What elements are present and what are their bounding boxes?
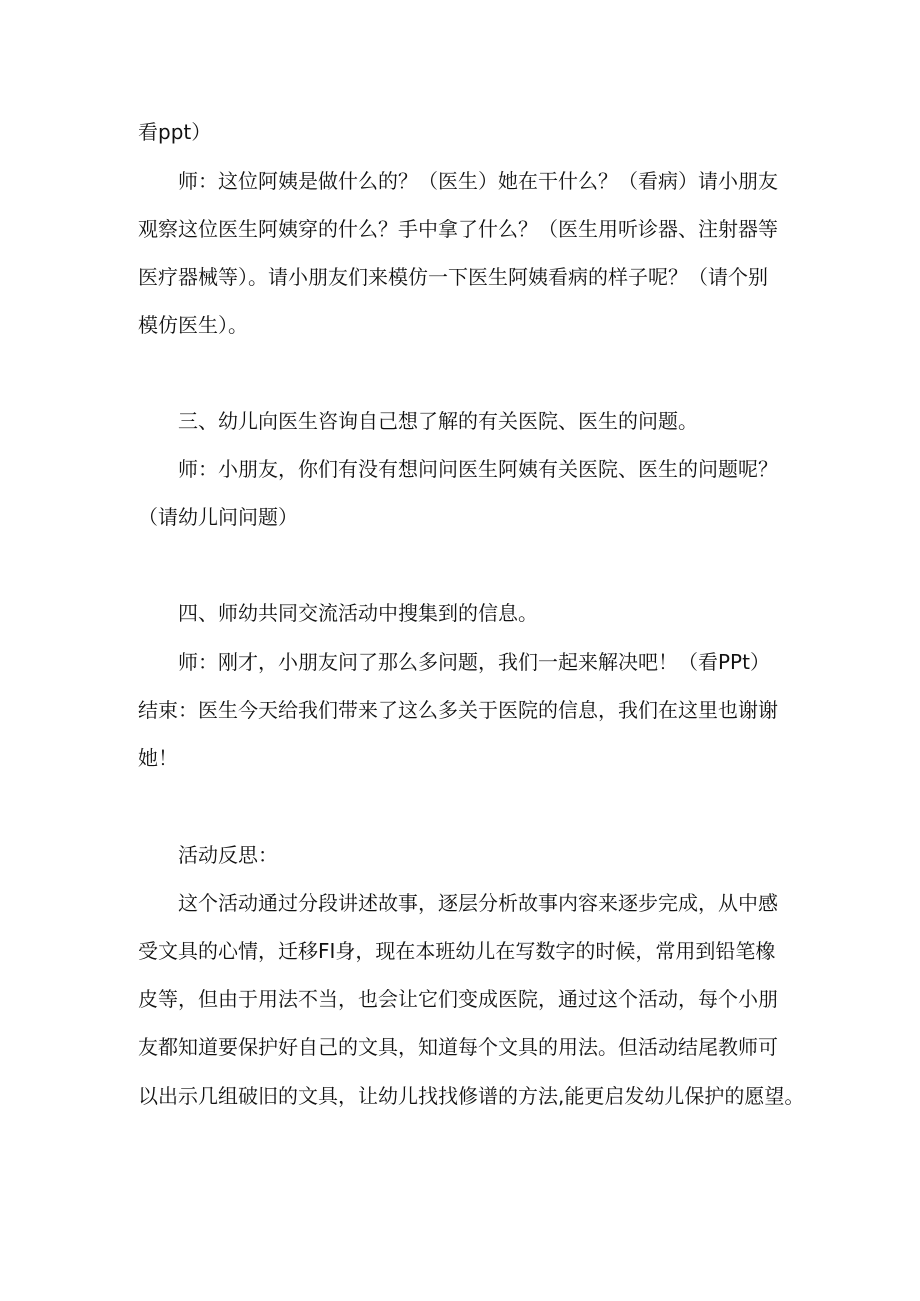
text-line: 师：这位阿姨是做什么的？（医生）她在干什么？（看病）请小朋友 (178, 169, 778, 193)
text-line: 以出示几组破旧的文具，让幼儿找找修谱的方法,能更启发幼儿保护的愿望。 (138, 1084, 805, 1108)
text-line: 友都知道要保护好自己的文具，知道每个文具的用法。但活动结尾教师可 (138, 1035, 778, 1059)
text-line: 这个活动通过分段讲述故事，逐层分析故事内容来逐步完成，从中感 (178, 891, 778, 915)
text-line: 医疗器械等）。请小朋友们来模仿一下医生阿姨看病的样子呢？（请个别 (138, 265, 768, 289)
text-line: 看ppt） (138, 120, 212, 144)
text-line: 受文具的心情，迁移FI身，现在本班幼儿在写数字的时候，常用到铅笔橡 (138, 939, 776, 963)
text-line: （请幼儿问问题） (138, 505, 298, 529)
text-line: 模仿医生）。 (138, 313, 248, 337)
text-line: 结束：医生今天给我们带来了这么多关于医院的信息，我们在这里也谢谢 (138, 698, 778, 722)
text-line: 她！ (138, 746, 178, 770)
section-heading: 四、师幼共同交流活动中搜集到的信息。 (178, 601, 538, 625)
text-line: 师：刚才，小朋友问了那么多问题，我们一起来解决吧！（看PPt） (178, 650, 770, 674)
section-heading: 活动反思： (178, 843, 278, 867)
section-heading: 三、幼儿向医生咨询自己想了解的有关医院、医生的问题。 (178, 409, 698, 433)
text-line: 皮等，但由于用法不当，也会让它们变成医院，通过这个活动，每个小朋 (138, 987, 778, 1011)
text-line: 师：小朋友，你们有没有想问问医生阿姨有关医院、医生的问题呢？ (178, 457, 778, 481)
text-line: 观察这位医生阿姨穿的什么？手中拿了什么？（医生用听诊器、注射器等 (138, 217, 778, 241)
